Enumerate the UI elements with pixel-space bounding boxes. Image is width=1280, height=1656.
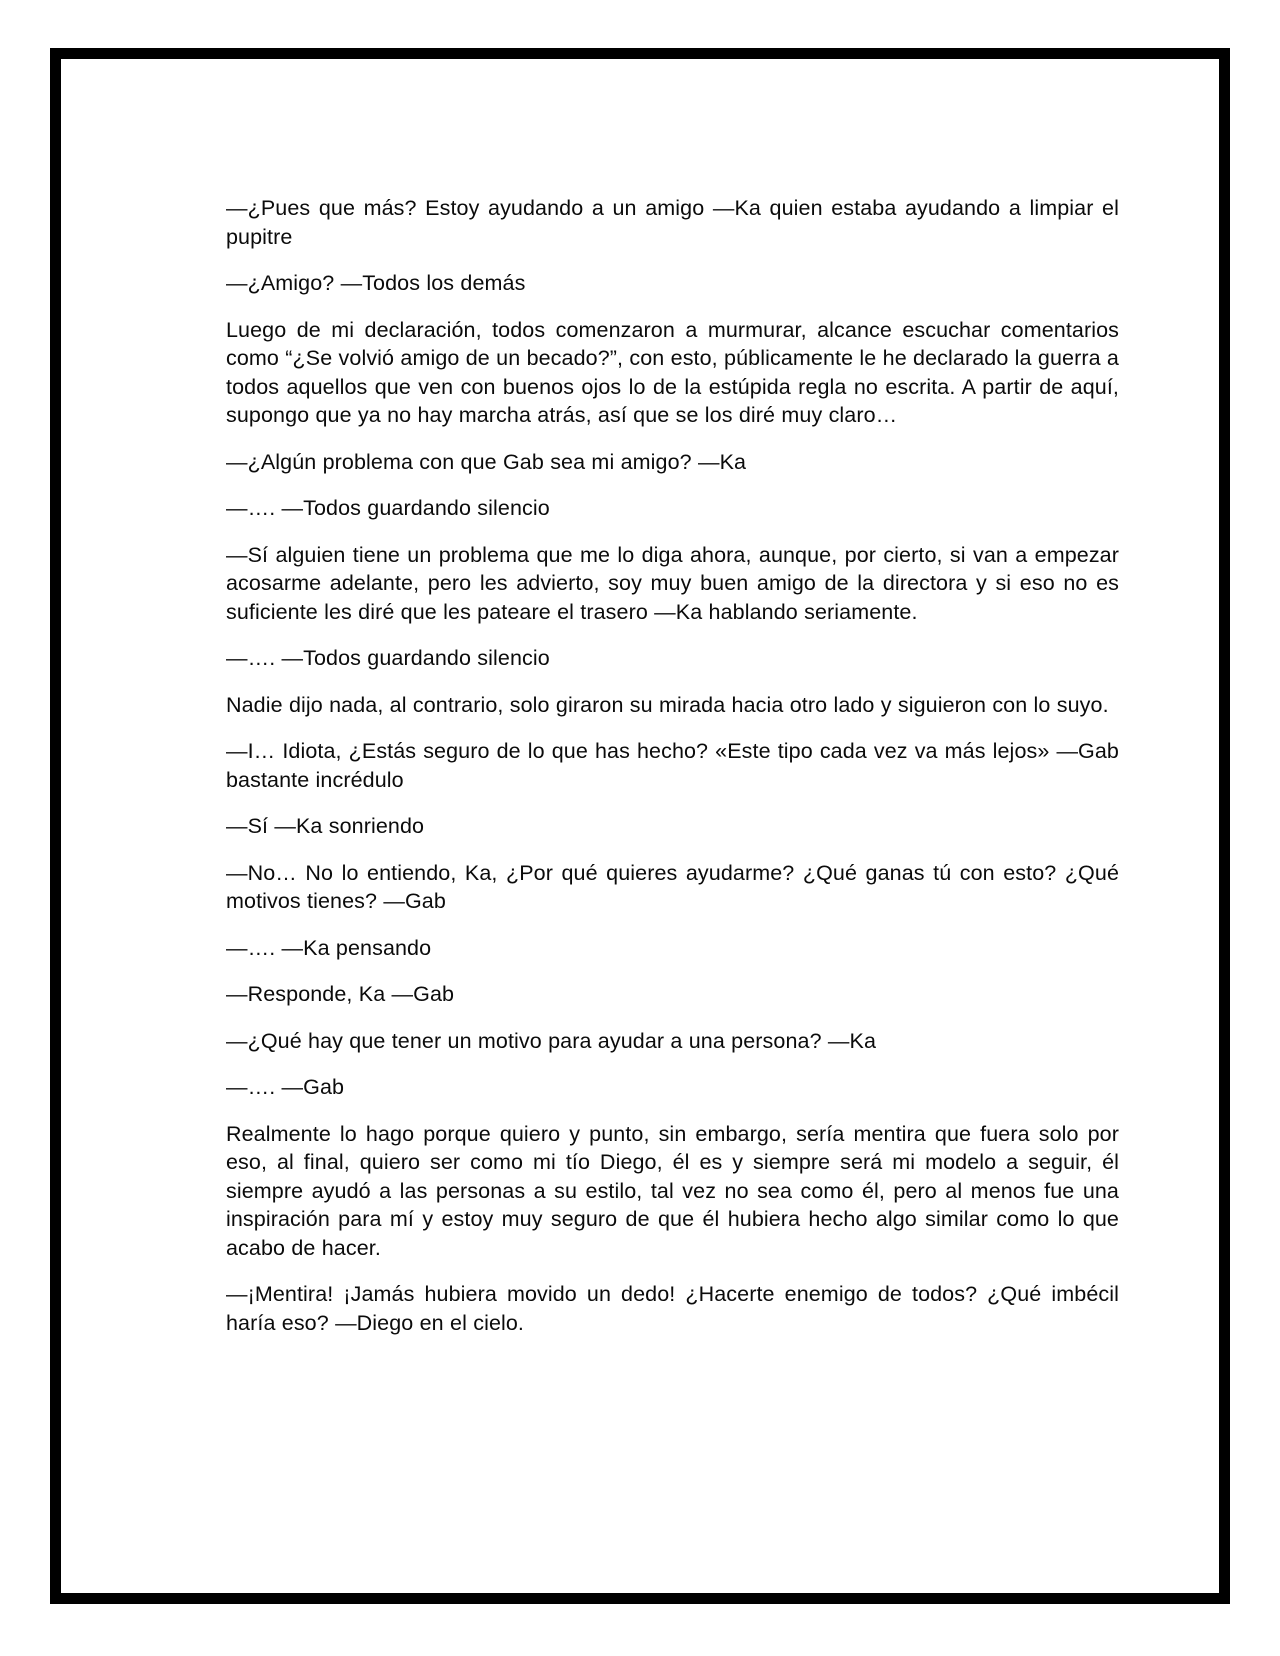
paragraph: —¿Amigo? —Todos los demás <box>226 271 526 295</box>
paragraph: —…. —Gab <box>226 1075 345 1099</box>
paragraph: Nadie dijo nada, al contrario, solo giraron su mirada hacia otro lado y siguieron con lo suyo. <box>226 692 1109 717</box>
paragraph: —¿Pues que más? Estoy ayudando a un amigo —Ka quien estaba ayudando a limpiar el pupitre <box>226 196 1119 249</box>
paragraph: —…. —Ka pensando <box>226 935 432 960</box>
paragraph: —I… Idiota, ¿Estás seguro de lo que has hecho? «Este tipo cada vez va más lejos» —Gab bastante incrédulo <box>226 739 1119 792</box>
page-border-outer <box>50 48 1230 1604</box>
paragraph: Luego de mi declaración, todos comenzaron a murmurar, alcance escuchar comentarios como “¿Se volvió amigo de un becado?”, con esto, públicamente le he declarado la guerra a todos aquellos que ven con buenos ojos lo de la estúpida regla no escrita. A partir de aquí, supongo que ya no hay marcha atrás, así que se los diré muy claro… <box>226 317 1119 427</box>
paragraph: —Responde, Ka —Gab <box>226 982 455 1006</box>
paragraph: Realmente lo hago porque quiero y punto, sin embargo, sería mentira que fuera solo por eso, al final, quiero ser como mi tío Diego, él es y siempre será mi modelo a seguir, él siempre ayudó a las personas a su estilo, tal vez no sea como él, pero al menos fue una inspiración para mí y estoy muy seguro de que él hubiera hecho algo similar como lo que acabo de hacer. <box>226 1121 1119 1260</box>
document-body <box>226 194 1119 1337</box>
paragraph: —…. —Todos guardando silencio <box>226 646 550 670</box>
paragraph: —¿Qué hay que tener un motivo para ayudar a una persona? —Ka <box>226 1028 877 1053</box>
paragraph: —No… No lo entiendo, Ka, ¿Por qué quieres ayudarme? ¿Qué ganas tú con esto? ¿Qué motivos tienes? —Gab <box>226 860 1119 913</box>
paragraph: —Sí alguien tiene un problema que me lo diga ahora, aunque, por cierto, si van a empezar acosarme adelante, pero les advierto, soy muy buen amigo de la directora y si eso no es suficiente les diré que les pateare el trasero —Ka hablando seriamente. <box>226 542 1119 624</box>
page-border-inner <box>59 57 1221 1595</box>
paragraph: —Sí —Ka sonriendo <box>226 814 425 838</box>
paragraph: —¡Mentira! ¡Jamás hubiera movido un dedo! ¿Hacerte enemigo de todos? ¿Qué imbécil haría eso? —Diego en el cielo. <box>226 1282 1119 1335</box>
paragraph: —…. —Todos guardando silencio <box>226 496 550 520</box>
paragraph: —¿Algún problema con que Gab sea mi amigo? —Ka <box>226 449 747 474</box>
